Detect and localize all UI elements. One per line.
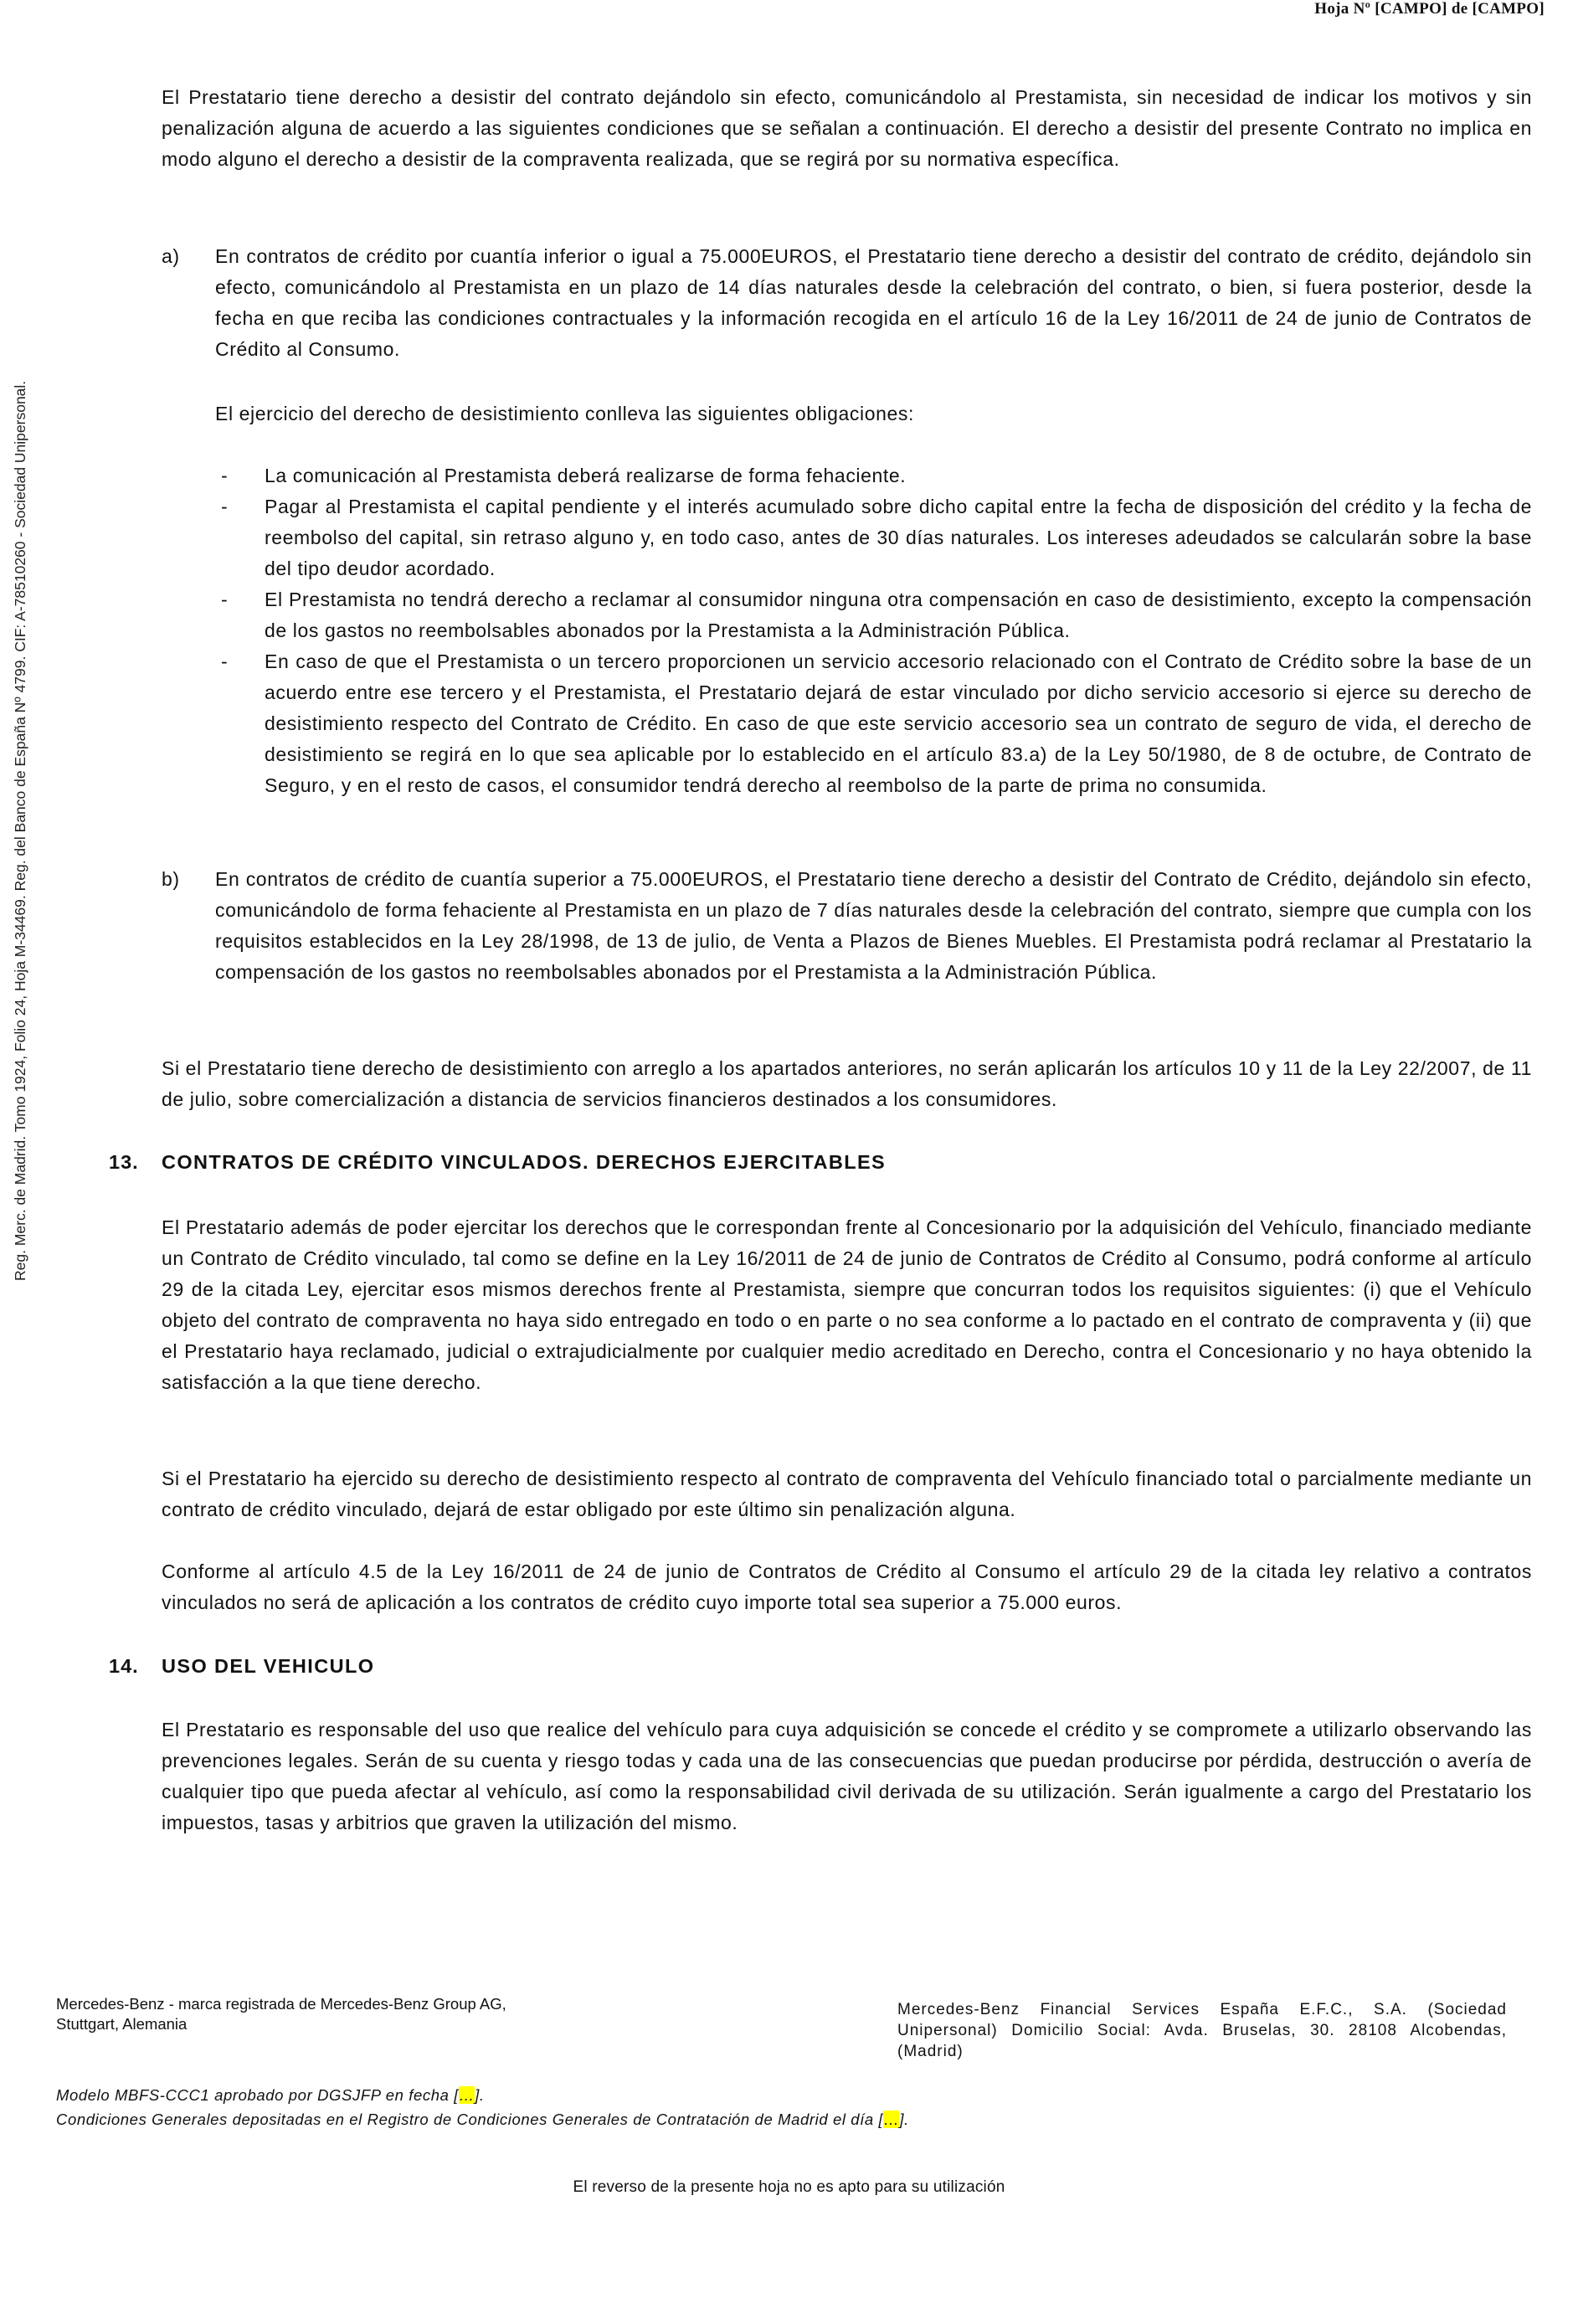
item-a-text: En contratos de crédito por cuantía inferior o igual a 75.000EUROS, el Prestatario tiene derecho a desistir del contrato de crédito, dejándolo sin efecto, comunicándolo al Prestamista en un plazo de 14 días naturales desde la celebración del contrato, o bien, si fuera posterior, desde la fecha en que reciba las condiciones contractuales y la información recogida en el artículo 16 de la Ley 16/2011 de 24 de junio de Contratos de Crédito al Consumo.: [215, 245, 1532, 360]
bullet-marker-3: -: [221, 589, 229, 610]
section-13-paragraph-2: Si el Prestatario ha ejercido su derecho de desistimiento respecto al contrato de compraventa del Vehículo financiado total o parcialmente mediante un contrato de crédito vinculado, dejará de estar obligado por este último sin penalización alguna.: [162, 1468, 1532, 1520]
section-13-title: CONTRATOS DE CRÉDITO VINCULADOS. DERECHOS EJERCITABLES: [162, 1151, 887, 1173]
section-14-title: USO DEL VEHICULO: [162, 1655, 375, 1677]
conditions-deposit-line: [56, 2107, 1228, 2131]
conditions-prefix: Condiciones Generales depositadas en el Registro de Condiciones Generales de Contratación de Madrid el día [: [56, 2111, 884, 2128]
bullet-marker-1: -: [221, 465, 229, 486]
bullet-marker-2: -: [221, 496, 229, 517]
section-13-number: 13.: [109, 1151, 139, 1173]
section-13-paragraph-3: Conforme al artículo 4.5 de la Ley 16/2011 de 24 de junio de Contratos de Crédito al Consumo el artículo 29 de la citada ley relativo a contratos vinculados no será de aplicación a los contratos de crédito cuyo importe total sea superior a 75.000 euros.: [162, 1560, 1532, 1613]
item-a-marker: a): [162, 245, 180, 267]
bullet-item-1: La comunicación al Prestamista deberá realizarse de forma fehaciente.: [265, 465, 907, 486]
bullet-item-4: En caso de que el Prestamista o un tercero proporcionen un servicio accesorio relacionado con el Contrato de Crédito sobre la base de un acuerdo entre ese tercero y el Prestamista, el Prestatario dejará de estar vinculado por dicho servicio accesorio si ejerce su derecho de desistimiento respecto del Contrato de Crédito. En caso de que este servicio accesorio sea un contrato de seguro de vida, el derecho de desistimiento se regirá en lo que sea aplicable por lo establecido en el artículo 83.a) de la Ley 50/1980, de 8 de octubre, de Contrato de Seguro, y en el resto de casos, el consumidor tendrá derecho al reembolso de la parte de prima no consumida.: [265, 650, 1532, 796]
bullet-item-2: Pagar al Prestamista el capital pendiente y el interés acumulado sobre dicho capital entre la fecha de disposición del crédito y la fecha de reembolso del capital, sin retraso alguno y, en todo caso, antes de 30 días naturales. Los intereses adeudados se calcularán sobre la base del tipo deudor acordado.: [265, 496, 1532, 579]
bullet-item-3: El Prestamista no tendrá derecho a reclamar al consumidor ninguna otra compensación en caso de desistimiento, excepto la compensación de los gastos no reembolsables abonados por la Prestamista a la Administración Pública.: [265, 589, 1532, 641]
section-13-paragraph-1: El Prestatario además de poder ejercitar los derechos que le correspondan frente al Concesionario por la adquisición del Vehículo, financiado mediante un Contrato de Crédito vinculado, tal como se define en la Ley 16/2011 de 24 de junio de Contratos de Crédito al Consumo, podrá conforme al artículo 29 de la citada Ley, ejercitar esos mismos derechos frente al Prestamista, siempre que concurran todos los requisitos siguientes: (i) que el Vehículo objeto del contrato de compraventa no haya sido entregado en todo o en parte o no sea conforme a lo pactado en el contrato de compraventa y (ii) que el Prestatario haya reclamado, judicial o extrajudicialmente por cualquier medio acreditado en Derecho, contra el Concesionario y no haya obtenido la satisfacción a la que tiene derecho.: [162, 1216, 1532, 1393]
item-b-marker: b): [162, 868, 180, 890]
closing-paragraph: Si el Prestatario tiene derecho de desistimiento con arreglo a los apartados anteriores, no serán aplicarán los artículos 10 y 11 de la Ley 22/2007, de 11 de julio, sobre comercialización a distancia de servicios financieros destinados a los consumidores.: [162, 1057, 1532, 1110]
bullet-marker-4: -: [221, 650, 229, 672]
intro-paragraph: El Prestatario tiene derecho a desistir del contrato dejándolo sin efecto, comunicándolo al Prestamista, sin necesidad de indicar los motivos y sin penalización alguna de acuerdo a las siguientes condiciones que se señalan a continuación. El derecho a desistir del presente Contrato no implica en modo alguno el derecho a desistir de la compraventa realizada, que se regirá por su normativa específica.: [162, 86, 1532, 170]
obligations-intro: El ejercicio del derecho de desistimiento conlleva las siguientes obligaciones:: [215, 403, 914, 424]
model-approval-line: [56, 2083, 1228, 2107]
brand-line-2: Stuttgart, Alemania: [56, 2015, 188, 2033]
item-b-text: En contratos de crédito de cuantía superior a 75.000EUROS, el Prestatario tiene derecho a desistir del Contrato de Crédito, dejándolo sin efecto, comunicándolo de forma fehaciente al Prestamista en un plazo de 7 días naturales desde la celebración del contrato, siempre que cumpla con los requisitos establecidos en la Ley 28/1998, de 13 de julio, de Venta a Plazos de Bienes Muebles. El Prestamista podrá reclamar al Prestatario la compensación de los gastos no reembolsables abonados por el Prestamista a la Administración Pública.: [215, 868, 1532, 983]
brand-line-1: Mercedes-Benz - marca registrada de Mercedes-Benz Group AG,: [56, 1995, 506, 2013]
sheet-number: Hoja Nº [CAMPO] de [CAMPO]: [1314, 0, 1545, 18]
model-prefix: Modelo MBFS-CCC1 aprobado por DGSJFP en fecha [: [56, 2086, 459, 2104]
model-approval-notes: [56, 2083, 1228, 2131]
side-registry-text: Reg. Merc. de Madrid. Tomo 1924, Folio 24, Hoja M-34469. Reg. del Banco de España Nº 4799. CIF: A-78510260 - Sociedad Unipersonal.: [12, 380, 28, 1281]
section-14-paragraph: El Prestatario es responsable del uso que realice del vehículo para cuya adquisición se concede el crédito y se compromete a utilizarlo observando las prevenciones legales. Serán de su cuenta y riesgo todas y cada una de las consecuencias que puedan producirse por pérdida, destrucción o avería de cualquier tipo que pueda afectar al vehículo, así como la responsabilidad civil derivada de su utilización. Serán igualmente a cargo del Prestatario los impuestos, tasas y arbitrios que graven la utilización del mismo.: [162, 1719, 1532, 1833]
brand-notice: [56, 1994, 575, 2034]
reverse-side-note: El reverso de la presente hoja no es apto para su utilización: [573, 2178, 1005, 2196]
company-info: Mercedes-Benz Financial Services España E.F.C., S.A. (Sociedad Unipersonal) Domicilio Social: Avda. Bruselas, 30. 28108 Alcobendas, (Madrid): [897, 2001, 1507, 2060]
model-suffix: ].: [475, 2086, 485, 2104]
section-14-number: 14.: [109, 1655, 139, 1677]
model-date-placeholder: …: [458, 2086, 475, 2104]
conditions-date-placeholder: …: [883, 2111, 900, 2128]
conditions-suffix: ].: [899, 2111, 909, 2128]
